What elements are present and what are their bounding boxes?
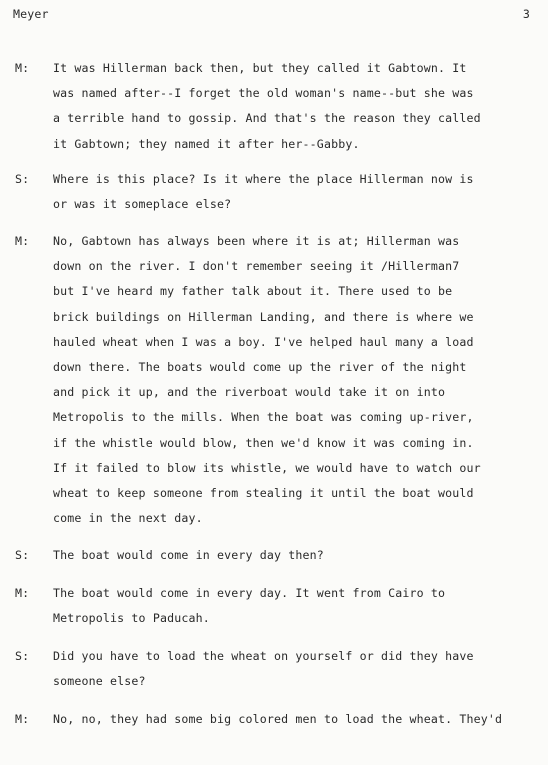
text-line: Metropolis to the mills. When the boat was coming up-river, xyxy=(53,410,474,425)
entry-text xyxy=(53,707,533,732)
speaker-label: S: xyxy=(15,172,30,186)
entry-text xyxy=(53,167,533,217)
text-line: No, no, they had some big colored men to load the wheat. They'd xyxy=(53,712,503,726)
text-line: No, Gabtown has always been where it is at; Hillerman was xyxy=(53,234,460,248)
text-line: The boat would come in every day. It went from Cairo to xyxy=(53,586,446,600)
text-line: It was Hillerman back then, but they called it Gabtown. It xyxy=(53,61,467,75)
text-line: or was it someplace else? xyxy=(53,197,232,212)
speaker-label: M: xyxy=(15,61,30,75)
speaker-label: S: xyxy=(15,548,30,562)
text-line: Metropolis to Paducah. xyxy=(53,611,210,626)
entry-text xyxy=(53,229,533,531)
text-line: wheat to keep someone from stealing it until the boat would xyxy=(53,485,474,500)
text-line: but I've heard my father talk about it. There used to be xyxy=(53,284,453,299)
entry-text xyxy=(53,543,533,568)
entry-text xyxy=(53,56,533,157)
text-line: someone else? xyxy=(53,674,146,689)
page-number: 3 xyxy=(522,7,530,21)
text-line: hauled wheat when I was a boy. I've helped haul many a load xyxy=(53,334,474,349)
speaker-label: M: xyxy=(15,712,30,726)
entry-text xyxy=(53,581,533,631)
text-line: brick buildings on Hillerman Landing, and there is where we xyxy=(53,309,474,324)
text-line: Did you have to load the wheat on yourself or did they have xyxy=(53,649,474,663)
entry-text xyxy=(53,644,533,694)
text-line: and pick it up, and the riverboat would take it on into xyxy=(53,385,446,400)
text-line: a terrible hand to gossip. And that's the reason they called xyxy=(53,111,481,126)
header-interviewee-name: Meyer xyxy=(13,7,49,21)
text-line: down on the river. I don't remember seeing it /Hillerman7 xyxy=(53,259,460,274)
text-line: if the whistle would blow, then we'd know it was coming in. xyxy=(53,435,474,450)
speaker-label: M: xyxy=(15,586,30,600)
text-line: The boat would come in every day then? xyxy=(53,548,324,562)
text-line: Where is this place? Is it where the place Hillerman now is xyxy=(53,172,474,186)
text-line: it Gabtown; they named it after her--Gabby. xyxy=(53,136,360,151)
text-line: was named after--I forget the old woman's name--but she was xyxy=(53,86,474,101)
text-line: come in the next day. xyxy=(53,511,203,526)
text-line: down there. The boats would come up the river of the night xyxy=(53,359,467,374)
speaker-label: S: xyxy=(15,649,30,663)
speaker-label: M: xyxy=(15,234,30,248)
text-line: If it failed to blow its whistle, we would have to watch our xyxy=(53,460,481,475)
